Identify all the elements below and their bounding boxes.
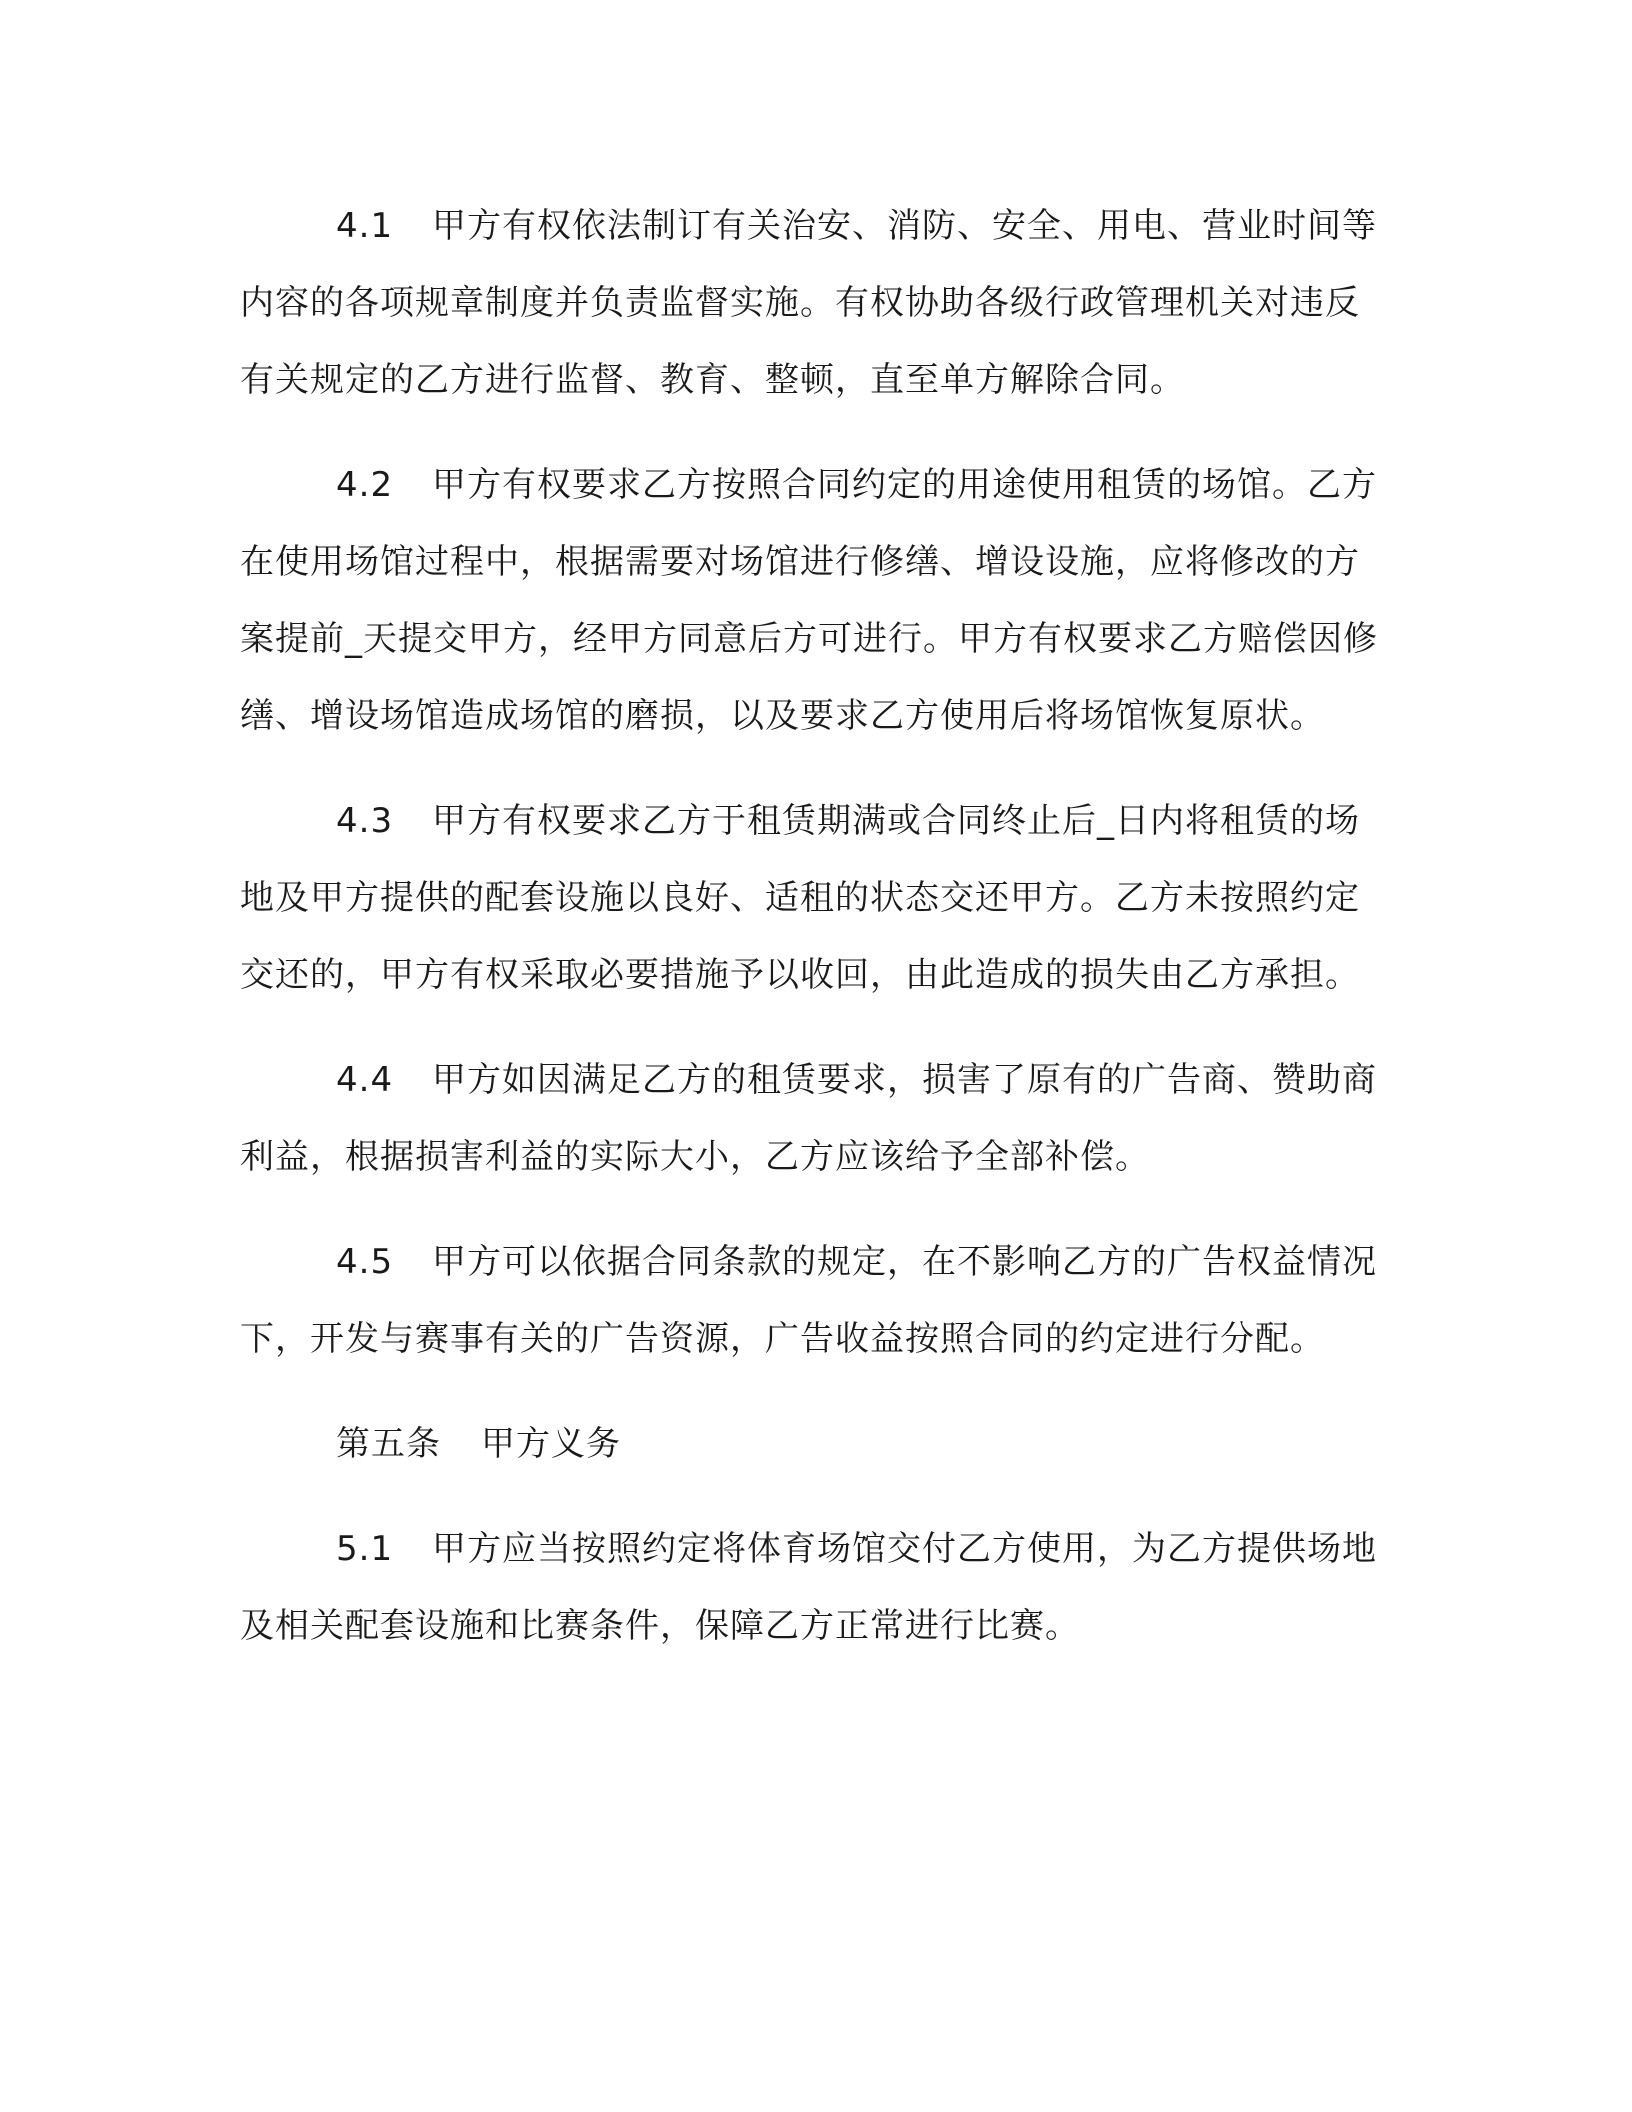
clause-number: 4.2 xyxy=(336,465,394,505)
clause-4-1 xyxy=(240,188,1380,419)
section-label: 第五条 xyxy=(336,1424,441,1464)
clause-number: 4.3 xyxy=(336,801,394,841)
section-heading xyxy=(240,1406,1380,1483)
clause-number: 4.5 xyxy=(336,1242,394,1282)
clause-4-4 xyxy=(240,1042,1380,1196)
clause-number: 5.1 xyxy=(336,1529,394,1569)
clause-text: 甲方如因满足乙方的租赁要求，损害了原有的广告商、赞助商利益，根据损害利益的实际大小，乙方应该给予全部补偿。 xyxy=(240,1060,1377,1177)
section-title: 甲方义务 xyxy=(481,1424,621,1464)
clause-text: 甲方可以依据合同条款的规定，在不影响乙方的广告权益情况下，开发与赛事有关的广告资源，广告收益按照合同的约定进行分配。 xyxy=(240,1242,1377,1359)
clause-text: 甲方有权要求乙方按照合同约定的用途使用租赁的场馆。乙方在使用场馆过程中，根据需要对场馆进行修缮、增设设施，应将修改的方案提前_天提交甲方，经甲方同意后方可进行。甲方有权要求乙方赔偿因修缮、增设场馆造成场馆的磨损，以及要求乙方使用后将场馆恢复原状。 xyxy=(240,465,1378,736)
clause-number: 4.1 xyxy=(336,206,394,246)
clause-5-1 xyxy=(240,1511,1380,1665)
clause-4-2 xyxy=(240,447,1380,755)
clause-4-3 xyxy=(240,783,1380,1014)
clause-number: 4.4 xyxy=(336,1060,394,1100)
clause-text: 甲方应当按照约定将体育场馆交付乙方使用，为乙方提供场地及相关配套设施和比赛条件，保障乙方正常进行比赛。 xyxy=(240,1529,1377,1646)
clause-text: 甲方有权依法制订有关治安、消防、安全、用电、营业时间等内容的各项规章制度并负责监督实施。有权协助各级行政管理机关对违反有关规定的乙方进行监督、教育、整顿，直至单方解除合同。 xyxy=(240,206,1377,400)
clause-4-5 xyxy=(240,1224,1380,1378)
document-page xyxy=(240,188,1380,1693)
clause-text: 甲方有权要求乙方于租赁期满或合同终止后_日内将租赁的场地及甲方提供的配套设施以良好、适租的状态交还甲方。乙方未按照约定交还的，甲方有权采取必要措施予以收回，由此造成的损失由乙方承担。 xyxy=(240,801,1360,995)
